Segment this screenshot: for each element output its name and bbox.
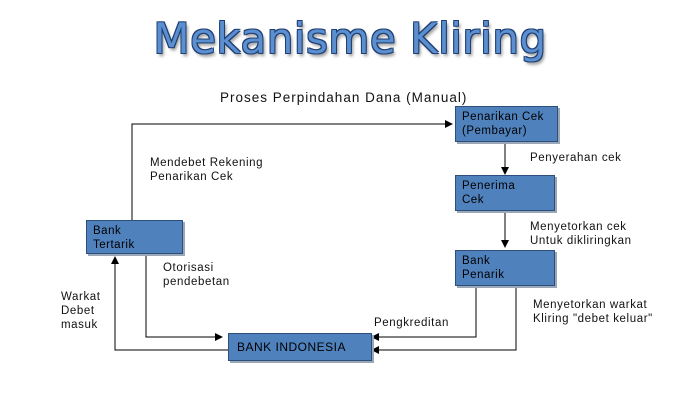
diagram-subtitle: Proses Perpindahan Dana (Manual) [220,90,468,105]
label-mendebet-rekening: Mendebet Rekening Penarikan Cek [150,157,264,183]
page-title: Mekanisme Kliring [153,14,547,63]
label-warkat-debet-masuk: Warkat Debet masuk [61,291,101,331]
label-penyerahan-cek: Penyerahan cek [530,152,622,164]
label-otorisasi-pendebetan: Otorisasi pendebetan [163,262,230,288]
node-bank-penarik: Bank Penarik [455,250,555,286]
node-penarikan-cek: Penarikan Cek (Pembayar) [455,106,558,142]
node-penerima-cek: Penerima Cek [455,175,555,211]
label-menyetorkan-cek: Menyetorkan cek Untuk dikliringkan [530,221,632,247]
label-pengkreditan: Pengkreditan [374,317,449,329]
node-bank-indonesia: BANK INDONESIA [228,333,372,361]
label-menyetorkan-warkat: Menyetorkan warkat Kliring "debet keluar" [533,299,653,325]
node-bank-tertarik: Bank Tertarik [86,220,183,254]
